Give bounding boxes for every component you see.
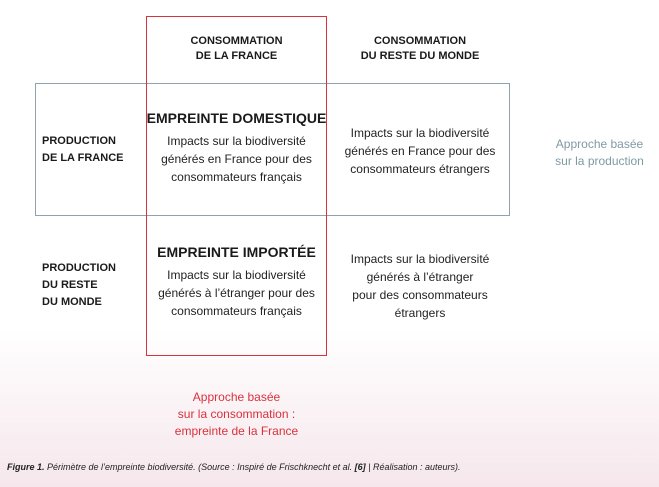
row-header-world-line2: DU RESTE bbox=[42, 279, 98, 291]
note-consumption-line3: empreinte de la France bbox=[174, 424, 299, 438]
foreign-line4: étrangers bbox=[394, 306, 446, 320]
row-header-france bbox=[42, 133, 123, 167]
domestic-footprint-title: EMPREINTE DOMESTIQUE bbox=[146, 110, 327, 126]
note-production-line2: sur la production bbox=[555, 154, 644, 168]
row-header-france-line2: DE LA FRANCE bbox=[42, 152, 124, 164]
imported-line1: Impacts sur la biodiversité bbox=[167, 268, 306, 282]
caption-text-2: | Réalisation : auteurs). bbox=[365, 462, 461, 472]
column-header-world bbox=[330, 34, 510, 64]
row-header-world-line1: PRODUCTION bbox=[42, 262, 116, 274]
foreign-line1: Impacts sur la biodiversité bbox=[350, 252, 490, 266]
caption-ref: [6] bbox=[354, 462, 366, 472]
note-production-line1: Approche basée bbox=[555, 137, 644, 151]
domestic-footprint-text bbox=[146, 132, 327, 186]
domestic-line3: consommateurs français bbox=[171, 170, 302, 184]
column-header-france-line2: DE LA FRANCE bbox=[195, 50, 278, 62]
column-header-france-line1: CONSOMMATION bbox=[190, 35, 283, 47]
note-consumption-line1: Approche basée bbox=[192, 390, 281, 404]
domestic-line1: Impacts sur la biodiversité bbox=[167, 134, 306, 148]
figure-caption bbox=[7, 462, 461, 472]
row-header-france-line1: PRODUCTION bbox=[42, 135, 116, 147]
row-header-world bbox=[42, 260, 116, 311]
imported-line3: consommateurs français bbox=[171, 304, 302, 318]
domestic-line2: générés en France pour des bbox=[161, 152, 312, 166]
column-header-world-line2: DU RESTE DU MONDE bbox=[360, 50, 480, 62]
cell-export-impacts bbox=[330, 124, 510, 178]
foreign-line3: pour des consommateurs bbox=[352, 288, 488, 302]
foreign-line2: générés à l’étranger bbox=[366, 270, 474, 284]
export-line1: Impacts sur la biodiversité bbox=[350, 126, 490, 140]
export-line2: générés en France pour des bbox=[344, 144, 496, 158]
caption-text-1: Périmètre de l’empreinte biodiversité. (Source : Inspiré de Frischknecht et al. bbox=[44, 462, 355, 472]
note-production-approach bbox=[540, 136, 659, 170]
cell-domestic-footprint bbox=[146, 110, 327, 186]
cell-imported-footprint bbox=[146, 244, 327, 320]
imported-line2: générés à l’étranger pour des bbox=[158, 286, 315, 300]
imported-footprint-text bbox=[146, 266, 327, 320]
column-header-france bbox=[146, 34, 327, 64]
imported-footprint-title: EMPREINTE IMPORTÉE bbox=[157, 244, 316, 260]
cell-foreign-impacts bbox=[330, 250, 510, 322]
note-consumption-approach bbox=[146, 389, 327, 440]
caption-label: Figure 1. bbox=[7, 462, 45, 472]
note-consumption-line2: sur la consommation : bbox=[177, 407, 296, 421]
export-line3: consommateurs étrangers bbox=[350, 162, 490, 176]
row-header-world-line3: DU MONDE bbox=[42, 296, 102, 308]
column-header-world-line1: CONSOMMATION bbox=[373, 35, 467, 47]
